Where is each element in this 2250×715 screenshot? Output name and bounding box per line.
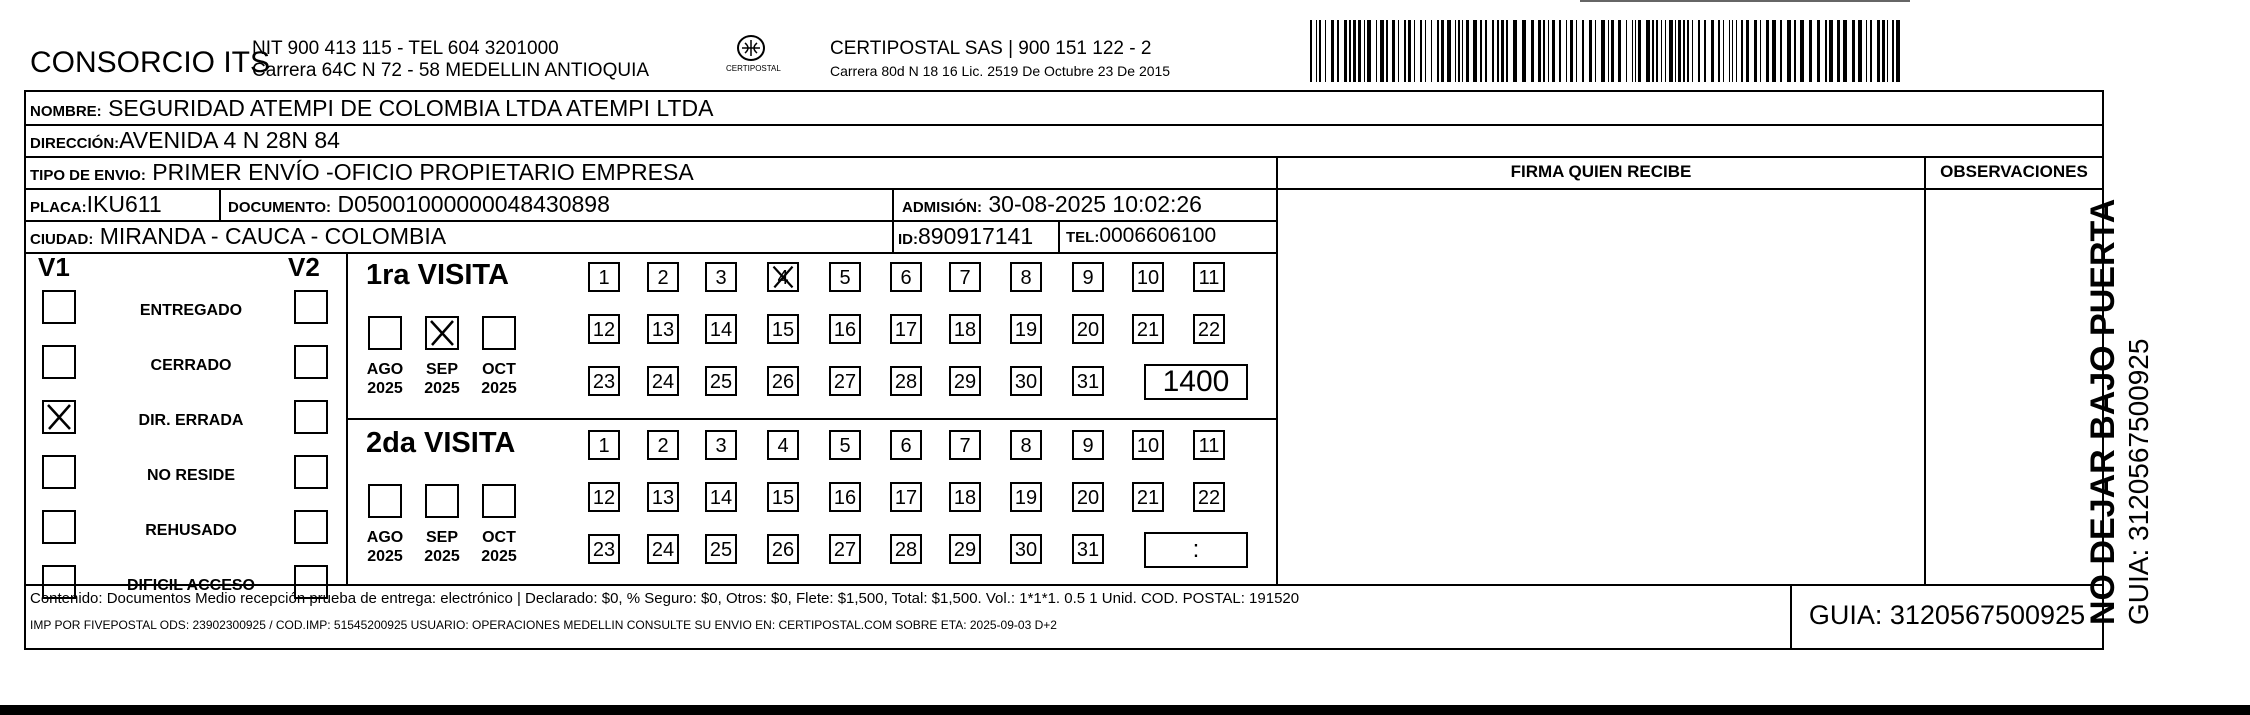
- day-number: 11: [1198, 267, 1220, 289]
- day-number: 27: [833, 371, 857, 393]
- visita1-day-box: [705, 366, 737, 396]
- day-number: 10: [1136, 267, 1160, 289]
- visita2-day-box: [767, 482, 799, 512]
- documento-value: D05001000000048430898: [337, 191, 610, 217]
- day-number: 14: [709, 319, 733, 341]
- visita2-month-label: [360, 528, 410, 566]
- documento-field: [228, 191, 610, 221]
- visita1-day-box: [767, 262, 799, 292]
- visita1-day-box: [829, 314, 861, 344]
- visita2-day-box: [1072, 482, 1104, 512]
- day-number: 25: [709, 371, 733, 393]
- day-number: 19: [1014, 319, 1038, 341]
- tipo-envio-label: TIPO DE ENVIO:: [30, 167, 146, 184]
- nombre-value: SEGURIDAD ATEMPI DE COLOMBIA LTDA ATEMPI LTDA: [108, 95, 714, 121]
- day-number: 7: [959, 267, 971, 289]
- visita1-day-box: [1010, 314, 1042, 344]
- id-field: [898, 223, 1033, 253]
- day-number: 9: [1082, 267, 1094, 289]
- month-year: 2025: [424, 548, 460, 565]
- admision-label: ADMISIÓN:: [902, 199, 982, 216]
- visita2-day-box: [1193, 482, 1225, 512]
- day-number: 16: [833, 319, 857, 341]
- courier-address: Carrera 80d N 18 16 Lic. 2519 De Octubre 23 De 2015: [830, 63, 1171, 79]
- tel-value: 0006606100: [1099, 224, 1217, 247]
- day-number: 24: [651, 371, 675, 393]
- day-number: 29: [953, 371, 977, 393]
- direccion-value: AVENIDA 4 N 28N 84: [119, 127, 340, 153]
- status-v2-checkbox: [294, 345, 328, 379]
- visita1-day-box: [949, 366, 981, 396]
- day-number: 13: [651, 319, 675, 341]
- day-number: 28: [894, 539, 918, 561]
- visita1-day-box: [705, 262, 737, 292]
- day-number: 16: [833, 487, 857, 509]
- day-number: 3: [715, 267, 727, 289]
- day-number: 29: [953, 539, 977, 561]
- visita1-day-box: [1010, 262, 1042, 292]
- placa-value: IKU611: [86, 191, 162, 217]
- tipo-envio-value: PRIMER ENVÍO -OFICIO PROPIETARIO EMPRESA: [152, 159, 694, 185]
- company-info: [252, 38, 649, 82]
- visita1-day-box: [647, 366, 679, 396]
- day-number: 12: [592, 487, 616, 509]
- visita2-day-box: [829, 430, 861, 460]
- visita1-day-box: [949, 314, 981, 344]
- visita2-title: 2da VISITA: [366, 427, 516, 459]
- visita2-day-box: [1010, 482, 1042, 512]
- v2-header: V2: [288, 252, 320, 282]
- visita2-day-box: [767, 430, 799, 460]
- visita2-day-box: [890, 534, 922, 564]
- visita1-time-box: 1400: [1144, 364, 1248, 400]
- ciudad-value: MIRANDA - CAUCA - COLOMBIA: [99, 223, 447, 249]
- day-number: 8: [1020, 435, 1032, 457]
- firma-header: FIRMA QUIEN RECIBE: [1510, 162, 1692, 181]
- day-number: 26: [771, 539, 795, 561]
- footer-content: Contenido: Documentos Medio recepción prueba de entrega: electrónico | Declarado: $0, % Seguro: $0, Otros: $0, Flete: $1,500, Total: $1,500. Vol.: 1*1*1. 0.5 1 Unid. COD. POSTAL: 191520: [30, 590, 1300, 607]
- day-number: 28: [894, 371, 918, 393]
- visita1-day-box: [1072, 262, 1104, 292]
- visita2-day-box: [949, 482, 981, 512]
- visita1-day-box: [647, 314, 679, 344]
- day-number: 15: [771, 319, 795, 341]
- day-number: 23: [592, 539, 616, 561]
- day-number: 30: [1014, 371, 1038, 393]
- status-v2-checkbox: [294, 290, 328, 324]
- day-number: 8: [1020, 267, 1032, 289]
- company-address: Carrera 64C N 72 - 58 MEDELLIN ANTIOQUIA: [252, 60, 650, 81]
- visita2-day-box: [1132, 482, 1164, 512]
- direccion-label: DIRECCIÓN:: [30, 135, 120, 152]
- visita2-day-box: [1010, 430, 1042, 460]
- day-number: 25: [709, 539, 733, 561]
- visita2-day-box: [890, 482, 922, 512]
- month-name: SEP: [425, 361, 458, 378]
- visita1-day-box: [1010, 366, 1042, 396]
- status-v1-checkbox: [42, 455, 76, 489]
- visita1-month-checkbox: [425, 316, 459, 350]
- month-year: 2025: [367, 380, 403, 397]
- visita2-day-box: [1132, 430, 1164, 460]
- tel-field: [1066, 223, 1216, 251]
- visita2-day-box: [588, 430, 620, 460]
- v1-header: V1: [38, 252, 70, 282]
- day-number: 30: [1014, 539, 1038, 561]
- day-number: 27: [833, 539, 857, 561]
- day-number: 20: [1076, 319, 1100, 341]
- status-v2-checkbox: [294, 400, 328, 434]
- status-label: CERRADO: [150, 357, 232, 374]
- day-number: 26: [771, 371, 795, 393]
- day-number: 2: [657, 435, 669, 457]
- day-number: 14: [709, 487, 733, 509]
- day-number: 10: [1136, 435, 1160, 457]
- visita2-day-box: [1072, 430, 1104, 460]
- day-number: 15: [771, 487, 795, 509]
- day-number: 23: [592, 371, 616, 393]
- status-v2-checkbox: [294, 455, 328, 489]
- status-v1-checkbox: [42, 400, 76, 434]
- day-number: 31: [1076, 539, 1100, 561]
- day-number: 9: [1082, 435, 1094, 457]
- visita2-day-box: [890, 430, 922, 460]
- visita2-day-box: [705, 482, 737, 512]
- status-v1-checkbox: [42, 345, 76, 379]
- visita2-day-box: [647, 534, 679, 564]
- company-nit: NIT 900 413 115 - TEL 604 3201000: [252, 38, 559, 59]
- nombre-field: [30, 95, 713, 125]
- company-name: CONSORCIO ITS: [30, 46, 271, 79]
- delivery-form: [24, 90, 2104, 650]
- visita1-day-box: [705, 314, 737, 344]
- visita2-time-box: :: [1144, 532, 1248, 568]
- month-x-mark: [427, 318, 457, 348]
- ciudad-field: [30, 223, 446, 253]
- month-name: SEP: [425, 529, 458, 546]
- visita1-day-box: [890, 314, 922, 344]
- visita2-day-box: [1072, 534, 1104, 564]
- status-x-mark: [44, 402, 74, 432]
- visita1-day-box: [1132, 262, 1164, 292]
- day-number: 6: [900, 267, 912, 289]
- side-warning: NO DEJAR BAJO PUERTA: [2084, 198, 2122, 625]
- day-number: 4: [777, 267, 789, 289]
- status-label: ENTREGADO: [139, 302, 243, 319]
- visita1-month-label: [360, 360, 410, 398]
- id-label: ID:: [898, 231, 918, 248]
- day-number: 12: [592, 319, 616, 341]
- status-v2-checkbox: [294, 510, 328, 544]
- visita2-day-box: [767, 534, 799, 564]
- nombre-label: NOMBRE:: [30, 103, 102, 120]
- visita2-day-box: [949, 534, 981, 564]
- visita2-day-box: [949, 430, 981, 460]
- visita1-day-box: [829, 366, 861, 396]
- visita2-month-checkbox: [368, 484, 402, 518]
- visita1-day-box: [767, 314, 799, 344]
- day-number: 19: [1014, 487, 1038, 509]
- month-name: AGO: [366, 529, 404, 546]
- day-number: 7: [959, 435, 971, 457]
- ciudad-label: CIUDAD:: [30, 231, 94, 248]
- day-number: 4: [777, 435, 789, 457]
- day-number: 21: [1136, 487, 1160, 509]
- visita1-day-box: [588, 262, 620, 292]
- day-number: 31: [1076, 371, 1100, 393]
- status-label: DIR. ERRADA: [138, 412, 244, 429]
- day-number: 2: [657, 267, 669, 289]
- visita2-month-checkbox: [482, 484, 516, 518]
- visita2-day-box: [705, 430, 737, 460]
- documento-label: DOCUMENTO:: [228, 199, 332, 216]
- courier-name: CERTIPOSTAL SAS | 900 151 122 - 2: [830, 38, 1152, 59]
- visita1-month-label: [474, 360, 524, 398]
- admision-value: 30-08-2025 10:02:26: [988, 191, 1202, 217]
- visita1-month-checkbox: [368, 316, 402, 350]
- visita2-day-box: [647, 430, 679, 460]
- month-name: OCT: [482, 529, 516, 546]
- visita2-day-box: [588, 534, 620, 564]
- visita2-day-box: [829, 482, 861, 512]
- tipo-envio-field: [30, 159, 694, 189]
- visita1-month-checkbox: [482, 316, 516, 350]
- top-rule: [0, 0, 2250, 4]
- visita1-day-box: [890, 366, 922, 396]
- day-number: 5: [839, 435, 851, 457]
- side-label: [2085, 105, 2157, 625]
- month-year: 2025: [424, 380, 460, 397]
- day-number: 18: [953, 319, 977, 341]
- side-guia: GUIA: 3120567500925: [2123, 338, 2154, 625]
- day-number: 1: [598, 267, 610, 289]
- day-number: 22: [1197, 319, 1221, 341]
- logo-text: CERTIPOSTAL: [726, 64, 781, 73]
- month-year: 2025: [367, 548, 403, 565]
- visita2-day-box: [588, 482, 620, 512]
- visita2-month-label: [474, 528, 524, 566]
- visita1-day-box: [949, 262, 981, 292]
- admision-field: [902, 191, 1202, 221]
- month-name: OCT: [482, 361, 516, 378]
- direccion-field: [30, 127, 340, 157]
- day-number: 17: [894, 319, 918, 341]
- day-number: 22: [1197, 487, 1221, 509]
- month-year: 2025: [481, 380, 517, 397]
- day-number: 24: [651, 539, 675, 561]
- visita1-title: 1ra VISITA: [366, 259, 509, 291]
- month-name: AGO: [366, 361, 404, 378]
- visita1-day-box: [1193, 314, 1225, 344]
- visita1-day-box: [890, 262, 922, 292]
- day-number: 21: [1136, 319, 1160, 341]
- visita1-day-box: [1072, 366, 1104, 396]
- tel-label: TEL:: [1066, 229, 1100, 246]
- visita1-day-box: [767, 366, 799, 396]
- day-number: 6: [900, 435, 912, 457]
- status-v1-checkbox: [42, 510, 76, 544]
- day-number: 1: [598, 435, 610, 457]
- visita1-day-box: [588, 314, 620, 344]
- visita2-day-box: [829, 534, 861, 564]
- status-label: DIFICIL ACCESO: [126, 577, 255, 594]
- day-number: 5: [839, 267, 851, 289]
- visita1-day-box: [1132, 314, 1164, 344]
- day-number: 13: [651, 487, 675, 509]
- day-number: 18: [953, 487, 977, 509]
- status-label: REHUSADO: [145, 522, 237, 539]
- guia-number: GUIA: 3120567500925: [1808, 600, 2086, 630]
- day-number: 3: [715, 435, 727, 457]
- tracking-barcode: [1310, 20, 1903, 82]
- visita2-day-box: [647, 482, 679, 512]
- visita1-day-box: [829, 262, 861, 292]
- visita1-day-box: [588, 366, 620, 396]
- placa-label: PLACA:: [30, 199, 87, 216]
- visita2-month-checkbox: [425, 484, 459, 518]
- day-number: 17: [894, 487, 918, 509]
- visita2-day-box: [705, 534, 737, 564]
- day-number: 11: [1198, 435, 1220, 457]
- visita2-day-box: [1193, 430, 1225, 460]
- status-v1-checkbox: [42, 290, 76, 324]
- month-year: 2025: [481, 548, 517, 565]
- visita1-day-box: [647, 262, 679, 292]
- placa-field: [30, 191, 162, 221]
- visita2-month-label: [417, 528, 467, 566]
- visita1-day-box: [1072, 314, 1104, 344]
- visita2-day-box: [1010, 534, 1042, 564]
- day-number: 20: [1076, 487, 1100, 509]
- observaciones-header: OBSERVACIONES: [1940, 162, 2088, 181]
- courier-info: [830, 38, 1170, 82]
- visita1-month-label: [417, 360, 467, 398]
- id-value: 890917141: [918, 223, 1034, 249]
- visita1-day-box: [1193, 262, 1225, 292]
- status-label: NO RESIDE: [146, 467, 235, 484]
- footer-imp: IMP POR FIVEPOSTAL ODS: 23902300925 / COD.IMP: 51545200925 USUARIO: OPERACIONES MEDELLIN CONSULTE SU ENVIO EN: CERTIPOSTAL.COM SOBRE ETA: 2025-09-03 D+2: [30, 618, 1057, 632]
- bottom-rule: [0, 705, 2250, 715]
